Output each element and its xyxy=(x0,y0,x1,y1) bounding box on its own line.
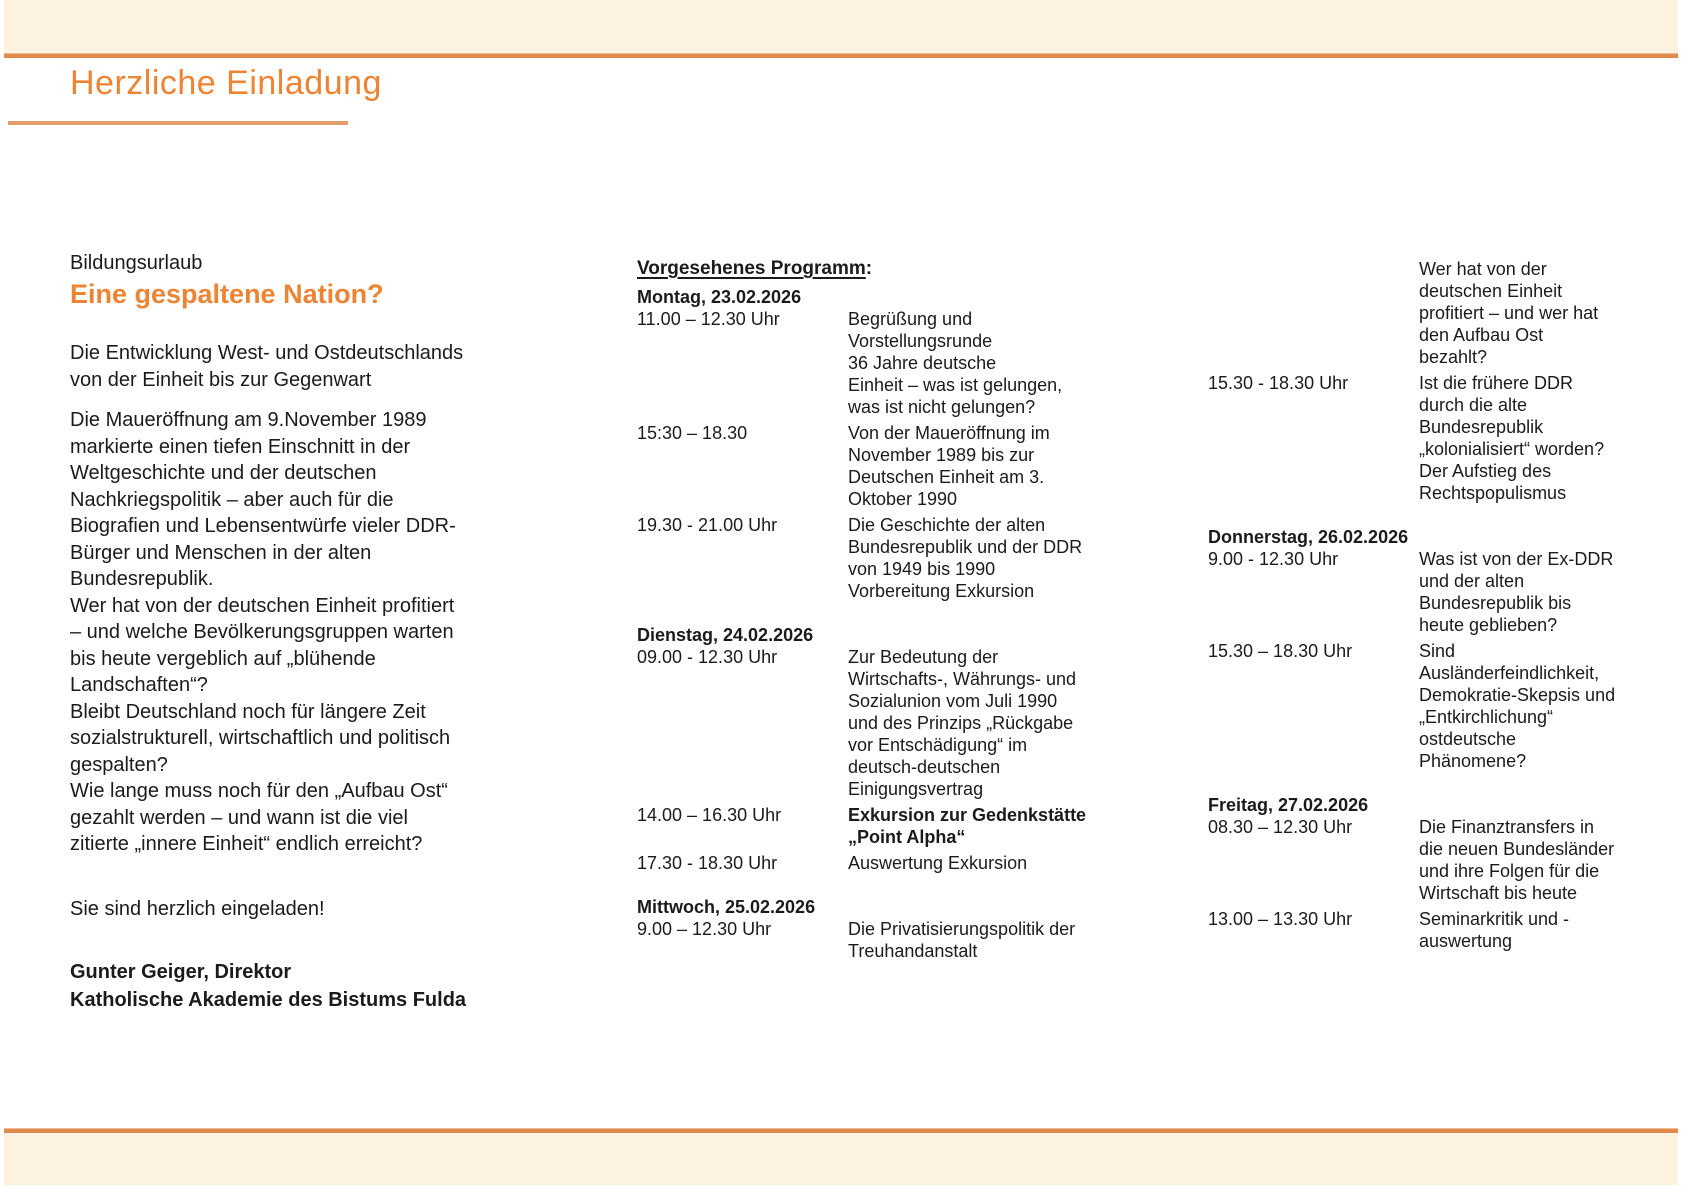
entry-description xyxy=(848,422,1197,510)
entry-description xyxy=(848,852,1197,874)
text-line: Bundesrepublik. xyxy=(70,568,214,590)
day-header: Montag, 23.02.2026 xyxy=(637,287,802,307)
text-line: „Point Alpha“ xyxy=(848,827,966,847)
intro-paragraph xyxy=(70,778,550,858)
entry-description xyxy=(1419,816,1678,904)
program-column-right xyxy=(1208,258,1678,952)
invitation-line: Sie sind herzlich eingeladen! xyxy=(70,897,325,920)
text-line: Ist die frühere DDR xyxy=(1419,373,1574,393)
entry-description xyxy=(848,918,1197,962)
text-line: die neuen Bundesländer xyxy=(1419,839,1615,859)
program-days-middle xyxy=(637,286,1197,962)
program-entry xyxy=(1208,548,1678,636)
program-day-block xyxy=(1208,258,1678,504)
text-line: von 1949 bis 1990 xyxy=(848,559,996,579)
text-line: Weltgeschichte und der deutschen xyxy=(70,462,377,484)
program-day-block xyxy=(637,624,1197,874)
program-entry xyxy=(1208,908,1678,952)
text-line: heute geblieben? xyxy=(1419,615,1558,635)
entry-time: 08.30 – 12.30 Uhr xyxy=(1208,817,1353,837)
entry-description xyxy=(1419,258,1678,368)
text-line: Ausländerfeindlichkeit, xyxy=(1419,663,1600,683)
text-line: profitiert – und wer hat xyxy=(1419,303,1599,323)
program-day-block xyxy=(1208,794,1678,952)
text-line: Einigungsvertrag xyxy=(848,779,984,799)
program-entry xyxy=(1208,816,1678,904)
text-line: Die Geschichte der alten xyxy=(848,515,1046,535)
text-line: Treuhandanstalt xyxy=(848,941,978,961)
entry-description xyxy=(848,646,1197,800)
text-line: Exkursion zur Gedenkstätte xyxy=(848,805,1087,825)
text-line: Zur Bedeutung der xyxy=(848,647,999,667)
day-header: Freitag, 27.02.2026 xyxy=(1208,795,1369,815)
text-line: gespalten? xyxy=(70,753,168,776)
entry-description xyxy=(1419,548,1678,636)
text-line: „kolonialisiert“ worden? xyxy=(1419,439,1605,459)
program-day-block xyxy=(1208,526,1678,772)
program-entry xyxy=(637,918,1197,962)
text-line: sozialstrukturell, wirtschaftlich und politisch xyxy=(70,727,451,749)
program-column-middle xyxy=(637,258,1197,962)
text-line: Rechtspopulismus xyxy=(1419,483,1567,503)
program-day-block xyxy=(637,286,1197,602)
program-heading-colon: : xyxy=(865,258,873,279)
program-heading xyxy=(637,258,1197,280)
intro-subtitle xyxy=(70,340,550,393)
text-line: Deutschen Einheit am 3. xyxy=(848,467,1045,487)
text-line: „Entkirchlichung“ xyxy=(1419,707,1554,727)
text-line: Die Privatisierungspolitik der xyxy=(848,919,1076,939)
entry-time: 09.00 - 12.30 Uhr xyxy=(637,647,778,667)
program-entry xyxy=(1208,372,1678,504)
program-entry xyxy=(1208,258,1678,368)
signature-name: Gunter Geiger, Direktor xyxy=(70,961,292,983)
text-line: auswertung xyxy=(1419,931,1513,951)
intro-body xyxy=(70,407,550,858)
program-entry xyxy=(637,804,1197,848)
entry-description xyxy=(848,308,1197,418)
intro-paragraph xyxy=(70,407,550,593)
text-line: und ihre Folgen für die xyxy=(1419,861,1600,881)
day-header: Mittwoch, 25.02.2026 xyxy=(637,897,816,917)
text-line: Biografien und Lebensentwürfe vieler DDR- xyxy=(70,515,456,537)
program-entry xyxy=(637,422,1197,510)
entry-time: 15:30 – 18.30 xyxy=(637,423,748,443)
entry-time: 19.30 - 21.00 Uhr xyxy=(637,515,778,535)
text-line: Was ist von der Ex-DDR xyxy=(1419,549,1614,569)
text-line: deutsch-deutschen xyxy=(848,757,1001,777)
entry-description xyxy=(1419,372,1678,504)
text-line: Wie lange muss noch für den „Aufbau Ost“ xyxy=(70,780,448,802)
text-line: Seminarkritik und - xyxy=(1419,909,1570,929)
text-line: bezahlt? xyxy=(1419,347,1488,367)
text-line: – und welche Bevölkerungsgruppen warten xyxy=(70,621,454,643)
text-line: Landschaften“? xyxy=(70,674,208,696)
text-line: Bundesrepublik xyxy=(1419,417,1544,437)
text-line: zitierte „innere Einheit“ endlich erreicht? xyxy=(70,833,423,855)
entry-time: 15.30 - 18.30 Uhr xyxy=(1208,373,1349,393)
text-line: markierte einen tiefen Einschnitt in der xyxy=(70,435,411,458)
program-entry xyxy=(637,308,1197,418)
top-band xyxy=(4,0,1678,53)
text-line: 36 Jahre deutsche xyxy=(848,353,997,373)
text-line: ostdeutsche xyxy=(1419,729,1517,749)
text-line: Phänomene? xyxy=(1419,751,1527,771)
masthead-underline xyxy=(8,121,348,125)
entry-description xyxy=(1419,908,1678,952)
text-line: durch die alte xyxy=(1419,395,1528,415)
day-header: Donnerstag, 26.02.2026 xyxy=(1208,527,1409,547)
program-heading-text: Vorgesehenes Programm xyxy=(637,258,866,279)
text-line: gezahlt werden – und wann ist die viel xyxy=(70,806,408,829)
entry-time: 17.30 - 18.30 Uhr xyxy=(637,853,778,873)
entry-time: 15.30 – 18.30 Uhr xyxy=(1208,641,1353,661)
text-line: den Aufbau Ost xyxy=(1419,325,1544,345)
text-line: und der alten xyxy=(1419,571,1525,591)
text-line: Bleibt Deutschland noch für längere Zeit xyxy=(70,700,426,723)
intro-paragraph xyxy=(70,699,550,779)
program-entry xyxy=(637,646,1197,800)
text-line: was ist nicht gelungen? xyxy=(848,397,1036,417)
day-header: Dienstag, 24.02.2026 xyxy=(637,625,814,645)
bottom-band xyxy=(4,1133,1678,1185)
entry-description xyxy=(1419,640,1678,772)
text-line: Begrüßung und xyxy=(848,309,973,329)
entry-description xyxy=(848,514,1197,602)
entry-time: 11.00 – 12.30 Uhr xyxy=(637,309,780,329)
intro-kicker: Bildungsurlaub xyxy=(70,252,203,274)
text-line: Die Entwicklung West- und Ostdeutschlands xyxy=(70,342,464,364)
text-line: Sind xyxy=(1419,641,1456,661)
text-line: bis heute vergeblich auf „blühende xyxy=(70,647,376,670)
page-title: Herzliche Einladung xyxy=(70,64,382,102)
entry-time: 9.00 – 12.30 Uhr xyxy=(637,919,772,939)
entry-description xyxy=(848,804,1197,848)
text-line: und des Prinzips „Rückgabe xyxy=(848,713,1074,733)
text-line: November 1989 bis zur xyxy=(848,445,1035,465)
text-line: Demokratie-Skepsis und xyxy=(1419,685,1616,705)
text-line: Nachkriegspolitik – aber auch für die xyxy=(70,488,394,511)
text-line: Auswertung Exkursion xyxy=(848,853,1028,873)
text-line: Vorstellungsrunde xyxy=(848,331,993,351)
intro-title: Eine gespaltene Nation? xyxy=(70,279,384,309)
text-line: Die Finanztransfers in xyxy=(1419,817,1595,837)
text-line: Bürger und Menschen in der alten xyxy=(70,541,372,564)
program-day-block xyxy=(637,896,1197,962)
text-line: von der Einheit bis zur Gegenwart xyxy=(70,368,372,391)
text-line: Wirtschaft bis heute xyxy=(1419,883,1578,903)
text-line: Einheit – was ist gelungen, xyxy=(848,375,1063,395)
text-line: deutschen Einheit xyxy=(1419,281,1563,301)
text-line: Die Maueröffnung am 9.November 1989 xyxy=(70,409,427,431)
intro-column xyxy=(70,250,550,1014)
text-line: vor Entschädigung“ im xyxy=(848,735,1028,755)
program-days-right xyxy=(1208,258,1678,952)
intro-paragraph xyxy=(70,593,550,699)
text-line: Wirtschafts-, Währungs- und xyxy=(848,669,1077,689)
text-line: Vorbereitung Exkursion xyxy=(848,581,1035,601)
program-entry xyxy=(1208,640,1678,772)
text-line: Der Aufstieg des xyxy=(1419,461,1552,481)
entry-time: 13.00 – 13.30 Uhr xyxy=(1208,909,1353,929)
text-line: Wer hat von der deutschen Einheit profitiert xyxy=(70,594,455,617)
signature-block xyxy=(70,958,550,1014)
text-line: Oktober 1990 xyxy=(848,489,958,509)
top-rule xyxy=(4,53,1678,58)
program-entry xyxy=(637,852,1197,874)
entry-time: 14.00 – 16.30 Uhr xyxy=(637,805,782,825)
signature-org: Katholische Akademie des Bistums Fulda xyxy=(70,989,467,1011)
entry-time: 9.00 - 12.30 Uhr xyxy=(1208,549,1339,569)
text-line: Bundesrepublik und der DDR xyxy=(848,537,1083,557)
text-line: Sozialunion vom Juli 1990 xyxy=(848,691,1058,711)
text-line: Wer hat von der xyxy=(1419,259,1547,279)
text-line: Bundesrepublik bis xyxy=(1419,593,1572,613)
text-line: Von der Maueröffnung im xyxy=(848,423,1050,443)
program-entry xyxy=(637,514,1197,602)
